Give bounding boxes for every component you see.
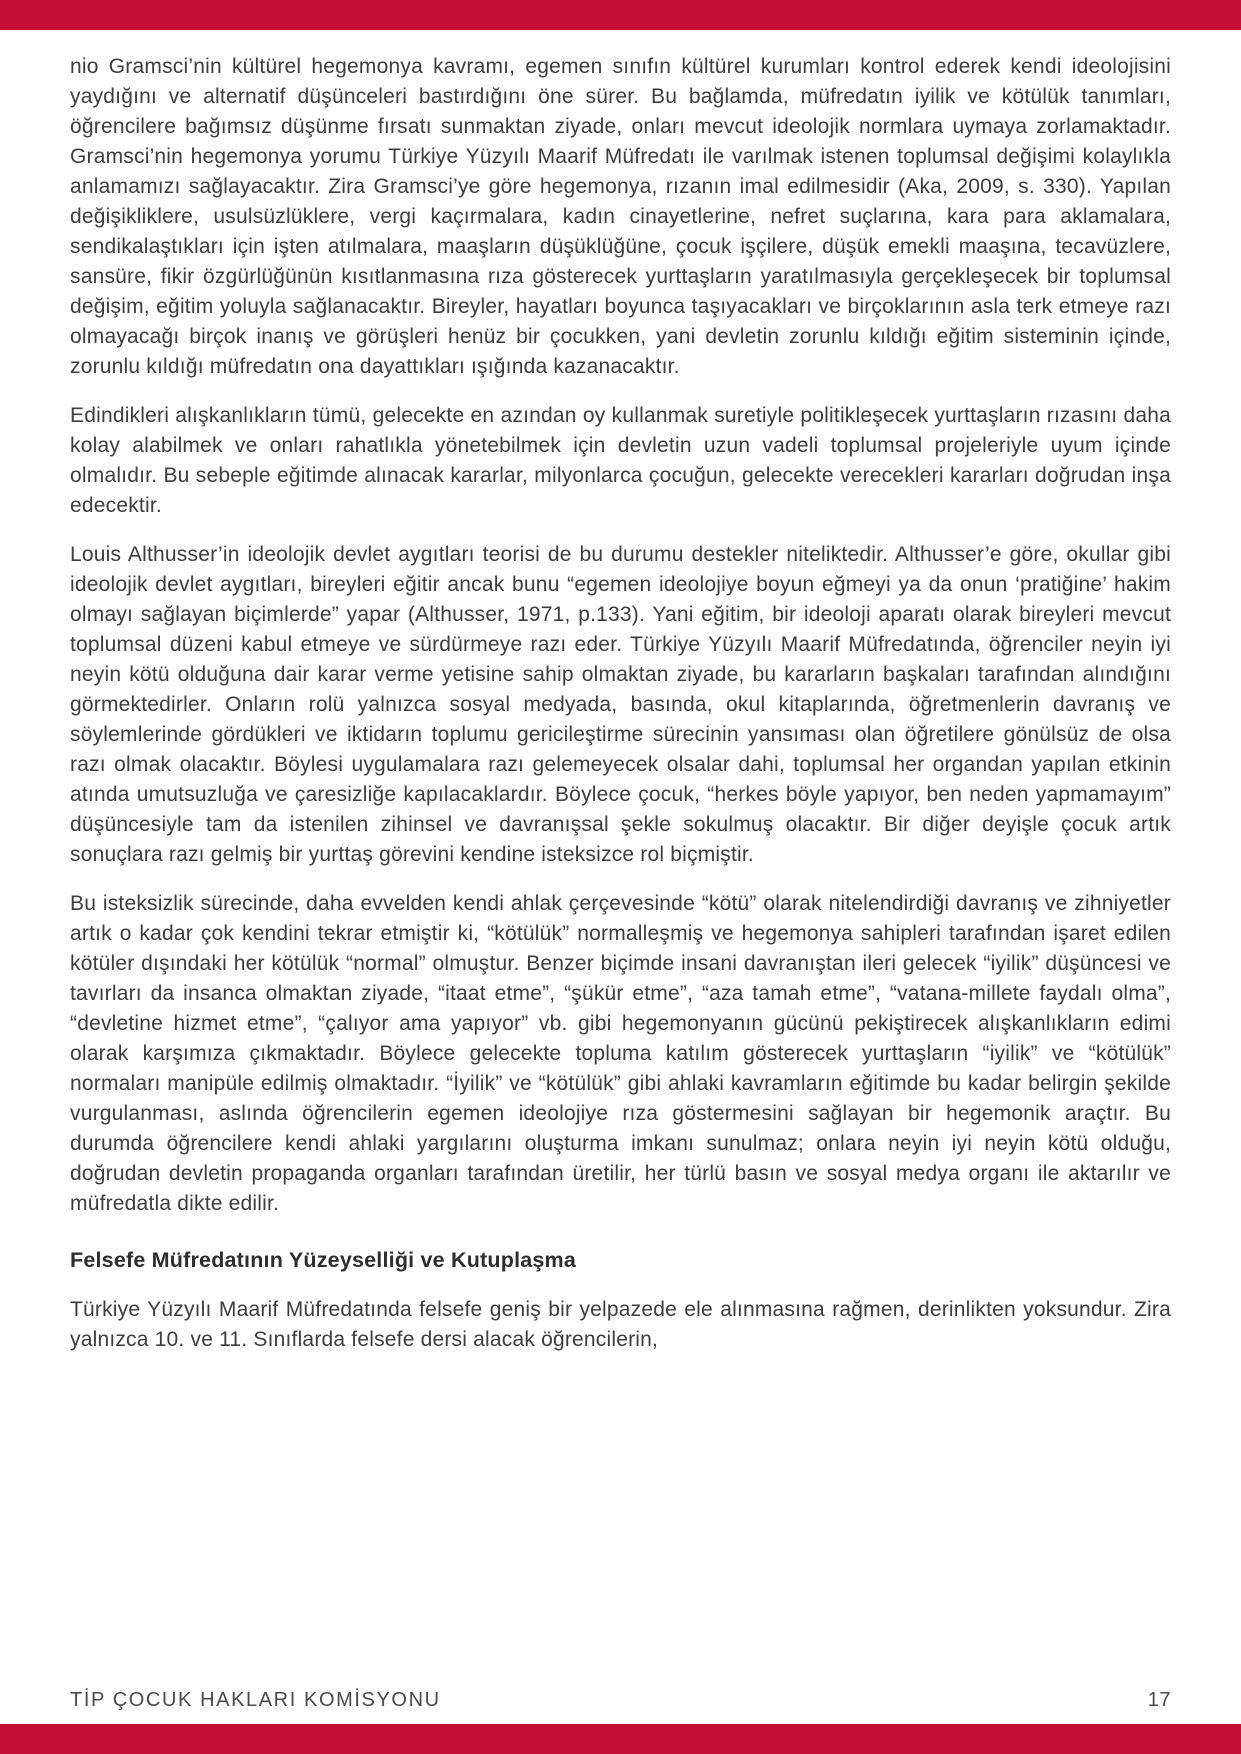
body-paragraph: Bu isteksizlik sürecinde, daha evvelden kendi ahlak çerçevesinde “kötü” olarak nitelendirdiği davranış ve zihniyetler artık o kadar çok kendini tekrar etmiştir ki, “kötülük” normalleşmiş ve hegemonya sahipleri tarafından işaret edilen kötüler dışındaki her kötülük “normal” olmuştur. Benzer biçimde insani davranıştan ileri gelecek “iyilik” düşüncesi ve tavırları da insanca olmaktan ziyade, “itaat etme”, “şükür etme”, “aza tamah etme”, “vatana-millete faydalı olma”, “devletine hizmet etme”, “çalıyor ama yapıyor” vb. gibi hegemonyanın gücünü pekiştirecek alışkanlıkların edimi olarak karşımıza çıkmaktadır. Böylece gelecekte topluma katılım gösterecek yurttaşların “iyilik” ve “kötülük” normaları manipüle edilmiş olmaktadır. “İyilik” ve “kötülük” gibi ahlaki kavramların eğitimde bu kadar belirgin şekilde vurgulanması, aslında öğrencilerin egemen ideolojiye rıza göstermesini sağlayan bir hegemonik araçtır. Bu durumda öğrencilere kendi ahlaki yargılarını oluşturma imkanı sunulmaz; onlara neyin iyi neyin kötü olduğu, doğrudan devletin propaganda organları tarafından üretilir, her türlü basın ve sosyal medya organı ile aktarılır ve müfredatla dikte edilir. [70,892,1171,1215]
page-footer [70,1689,1171,1712]
bottom-accent-bar [0,1724,1241,1754]
body-paragraph: Türkiye Yüzyılı Maarif Müfredatında felsefe geniş bir yelpazede ele alınmasına rağmen, derinlikten yoksundur. Zira yalnızca 10. ve 11. Sınıflarda felsefe dersi alacak öğrencilerin, [70,1298,1171,1351]
top-accent-bar [0,0,1241,30]
body-paragraph: nio Gramsci’nin kültürel hegemonya kavramı, egemen sınıfın kültürel kurumları kontrol ederek kendi ideolojisini yaydığını ve alternatif düşünceleri bastırdığını öne sürer. Bu bağlamda, müfredatın iyilik ve kötülük tanımları, öğrencilere bağımsız düşünme fırsatı sunmaktan ziyade, onları mevcut ideolojik normlara uymaya zorlamaktadır. Gramsci’nin hegemonya yorumu Türkiye Yüzyılı Maarif Müfredatı ile varılmak istenen toplumsal değişimi kolaylıkla anlamamızı sağlayacaktır. Zira Gramsci’ye göre hegemonya, rızanın imal edilmesidir (Aka, 2009, s. 330). Yapılan değişikliklere, usulsüzlüklere, vergi kaçırmalara, kadın cinayetlerine, nefret suçlarına, kara para aklamalara, sendikalaştıkları için işten atılmalara, maaşların düşüklüğüne, çocuk işçilere, düşük emekli maaşına, tecavüzlere, sansüre, fikir özgürlüğünün kısıtlanmasına rıza gösterecek yurttaşların yaratılmasıyla gerçekleşecek bir toplumsal değişim, eğitim yoluyla sağlanacaktır. Bireyler, hayatları boyunca taşıyacakları ve birçoklarının asla terk etmeye razı olmayacağı birçok inanış ve görüşleri henüz bir çocukken, yani devletin zorunlu kıldığı eğitim sisteminin içinde, zorunlu kıldığı müfredatın ona dayattıkları ışığında kazanacaktır. [70,55,1171,378]
page-number: 17 [1147,1689,1171,1711]
body-paragraph: Louis Althusser’in ideolojik devlet aygıtları teorisi de bu durumu destekler niteliktedir. Althusser’e göre, okullar gibi ideolojik devlet aygıtları, bireyleri eğitir ancak bunu “egemen ideolojiye boyun eğmeyi ya da onun ‘pratiğine’ hakim olmayı sağlayan biçimlerde” yapar (Althusser, 1971, p.133). Yani eğitim, bir ideoloji aparatı olarak bireyleri mevcut toplumsal düzeni kabul etmeye ve sürdürmeye razı eder. Türkiye Yüzyılı Maarif Müfredatında, öğrenciler neyin iyi neyin kötü olduğuna dair karar verme yetisine sahip olmaktan ziyade, bu kararların başkaları tarafından alındığını görmektedirler. Onların rolü yalnızca sosyal medyada, basında, okul kitaplarında, öğretmenlerin davranış ve söylemlerinde gördükleri ve iktidarın toplumu gericileştirme sürecinin yansıması olan öğretilere gönülsüz de olsa razı olmak olacaktır. Böylesi uygulamalara razı gelemeyecek olsalar dahi, toplumsal her organdan yapılan etkinin atında umutsuzluğa ve çaresizliğe kapılacaklardır. Böylece çocuk, “herkes böyle yapıyor, ben neden yapmamayım” düşüncesiyle tam da istenilen zihinsel ve davranışsal şekle sokulmuş olacaktır. Bir diğer deyişle çocuk artık sonuçlara razı gelmiş bir yurttaş görevini kendine isteksizce rol biçmiştir. [70,543,1171,866]
footer-organization: TİP ÇOCUK HAKLARI KOMİSYONU [70,1689,441,1711]
page-content [70,52,1171,1374]
section-heading: Felsefe Müfredatının Yüzeyselliği ve Kutuplaşma [70,1248,577,1272]
body-paragraph: Edindikleri alışkanlıkların tümü, gelecekte en azından oy kullanmak suretiyle politikleşecek yurttaşların rızasını daha kolay alabilmek ve onları rahatlıkla yönetebilmek için devletin uzun vadeli toplumsal projeleriyle uyum içinde olmalıdır. Bu sebeple eğitimde alınacak kararlar, milyonlarca çocuğun, gelecekte verecekleri kararları doğrudan inşa edecektir. [70,404,1171,517]
